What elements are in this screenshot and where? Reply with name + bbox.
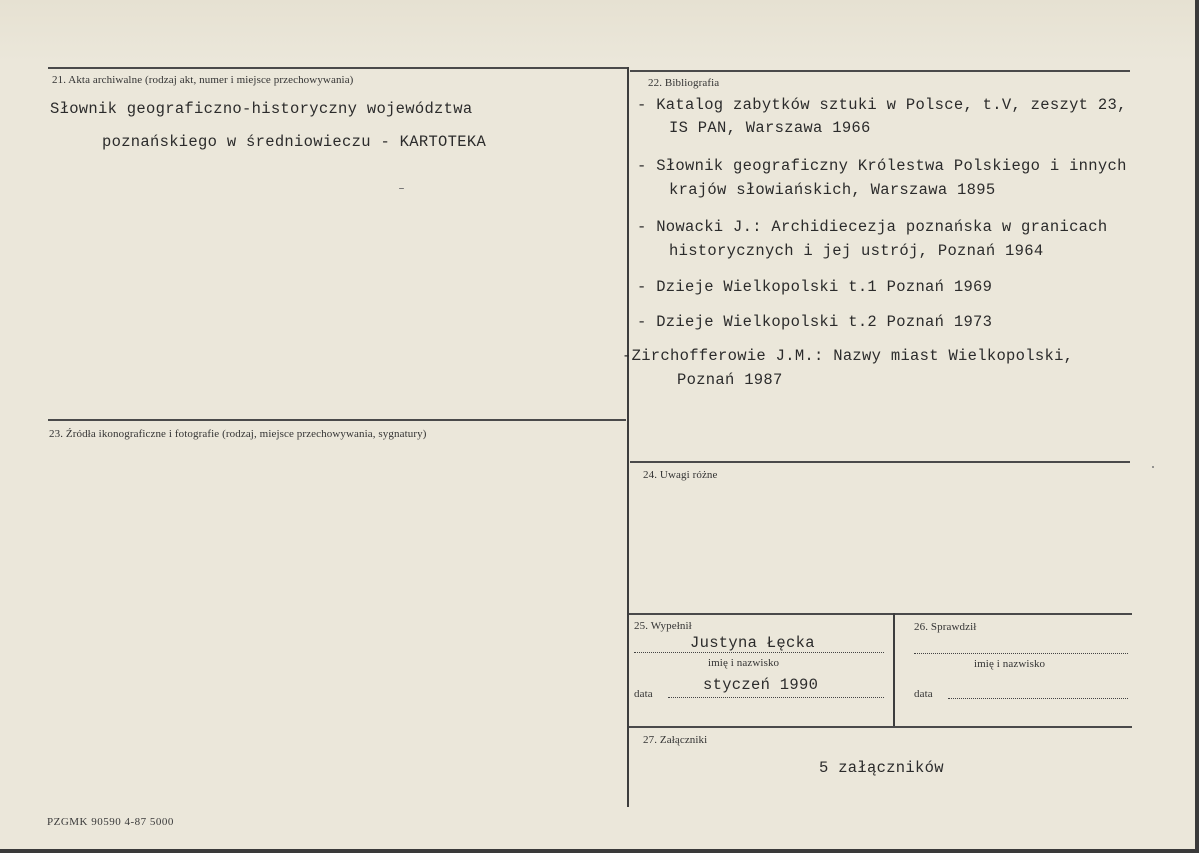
field24-label: 24. Uwagi różne (643, 469, 718, 481)
field21-line-1: Słownik geograficzno-historyczny województwa (50, 100, 473, 118)
field25-name-caption: imię i nazwisko (708, 657, 780, 669)
field22-line-6: historycznych i jej ustrój, Poznań 1964 (669, 242, 1044, 260)
field26-name-caption: imię i nazwisko (974, 658, 1046, 670)
field22-line-5: - Nowacki J.: Archidiecezja poznańska w granicach (637, 218, 1108, 236)
field22-line-10: Poznań 1987 (677, 371, 783, 389)
field22-line-1: - Katalog zabytków sztuki w Polsce, t.V, zeszyt 23, (637, 96, 1127, 114)
field22-line-8: - Dzieje Wielkopolski t.2 Poznań 1973 (637, 313, 993, 331)
field22-line-4: krajów słowiańskich, Warszawa 1895 (669, 181, 996, 199)
rule-field25-top (627, 613, 1132, 615)
print-code: PZGMK 90590 4-87 5000 (47, 816, 174, 828)
field26-name-line (914, 653, 1128, 654)
field26-date-line (948, 698, 1128, 699)
field25-date-value: styczeń 1990 (703, 676, 819, 694)
field25-date-line (668, 697, 884, 698)
rule-field23-top (48, 419, 626, 421)
scan-speck (1152, 466, 1154, 468)
rule-field25-26-divider (893, 613, 895, 726)
card-bottom-edge (0, 849, 1199, 853)
rule-top-right (630, 70, 1130, 72)
field21-label: 21. Akta archiwalne (rodzaj akt, numer i miejsce przechowywania) (52, 74, 354, 86)
rule-field24-top (630, 461, 1130, 463)
field22-label: 22. Bibliografia (648, 77, 720, 89)
field25-label: 25. Wypełnił (634, 620, 692, 632)
rule-top-left (48, 67, 628, 69)
field26-date-label: data (914, 688, 933, 700)
field22-line-2: IS PAN, Warszawa 1966 (669, 119, 871, 137)
field22-line-9: -Zirchofferowie J.M.: Nazwy miast Wielkopolski, (622, 347, 1074, 365)
rule-field27-top (627, 726, 1132, 728)
field25-name-value: Justyna Łęcka (690, 634, 815, 652)
rule-center-vertical (627, 67, 629, 807)
field27-value: 5 załączników (819, 759, 944, 777)
field21-line-2: poznańskiego w średniowieczu - KARTOTEKA (102, 133, 487, 151)
field25-date-label: data (634, 688, 653, 700)
field22-line-7: - Dzieje Wielkopolski t.1 Poznań 1969 (637, 278, 993, 296)
field23-label: 23. Źródła ikonograficzne i fotografie (rodzaj, miejsce przechowywania, sygnatury) (49, 428, 427, 440)
field26-label: 26. Sprawdził (914, 621, 977, 633)
field27-label: 27. Załączniki (643, 734, 708, 746)
field22-line-3: - Słownik geograficzny Królestwa Polskiego i innych (637, 157, 1127, 175)
field25-name-line (634, 652, 884, 653)
scan-speck (399, 188, 404, 189)
